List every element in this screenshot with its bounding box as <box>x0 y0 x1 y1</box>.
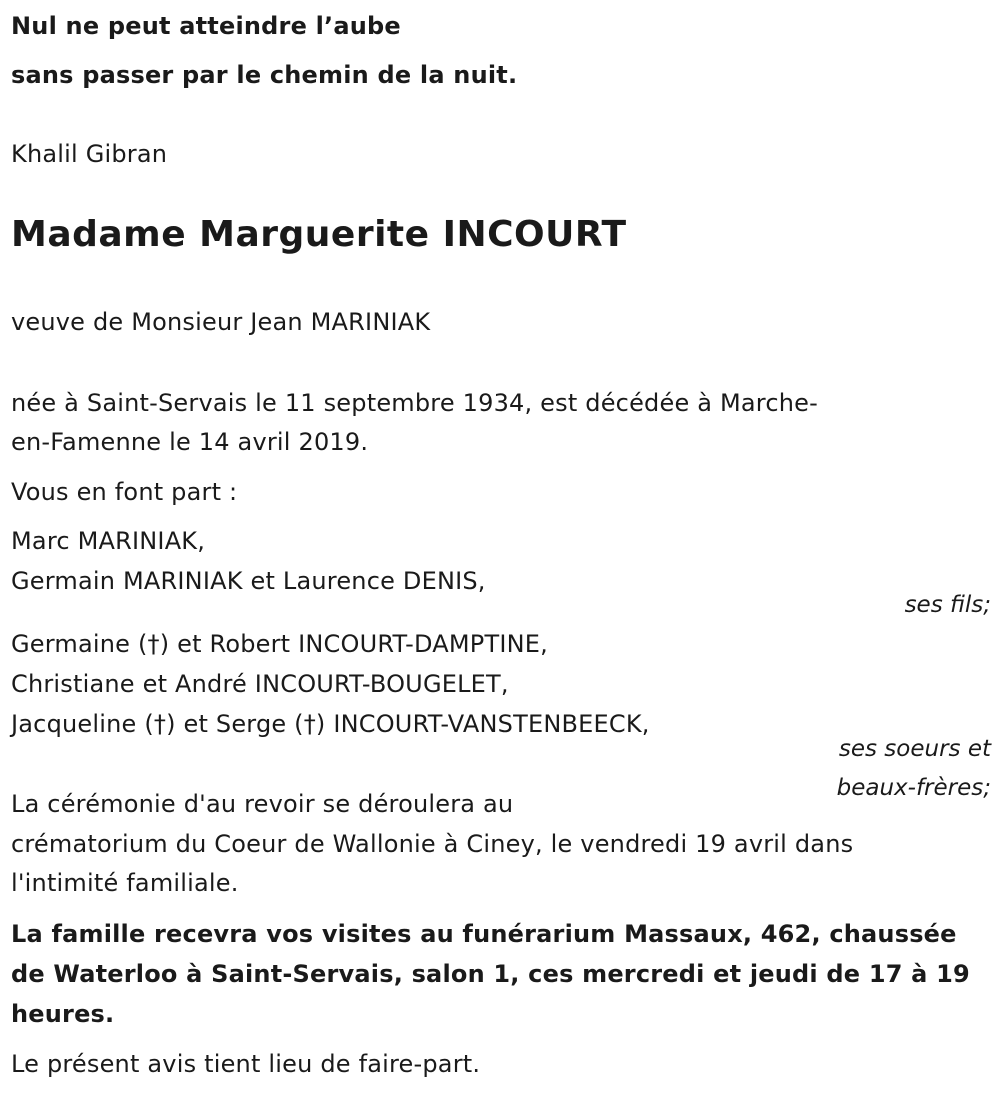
sons-relation: ses fils; <box>904 592 991 618</box>
son-name: Germain MARINIAK et Laurence DENIS, <box>11 567 486 595</box>
ceremony-line-3: l'intimité familiale. <box>11 869 239 897</box>
quote-line-2: sans passer par le chemin de la nuit. <box>11 61 518 89</box>
sibling-name: Christiane et André INCOURT-BOUGELET, <box>11 670 509 698</box>
birth-death-line-2: en-Famenne le 14 avril 2019. <box>11 428 369 456</box>
siblings-relation-line-2: beaux-frères; <box>836 775 991 801</box>
son-name: Marc MARINIAK, <box>11 527 206 555</box>
quote-line-1: Nul ne peut atteindre l’aube <box>11 12 401 40</box>
ceremony-line-2: crématorium du Coeur de Wallonie à Ciney, le vendredi 19 avril dans <box>11 830 854 858</box>
siblings-relation-line-1: ses soeurs et <box>838 736 991 762</box>
deceased-name: Madame Marguerite INCOURT <box>11 214 627 255</box>
closing-notice: Le présent avis tient lieu de faire-part. <box>11 1050 481 1078</box>
ceremony-line-1: La cérémonie d'au revoir se déroulera au <box>11 790 514 818</box>
announcement-intro: Vous en font part : <box>11 478 238 506</box>
obituary-notice <box>11 0 991 1099</box>
visits-line-1: La famille recevra vos visites au funérarium Massaux, 462, chaussée <box>11 920 957 948</box>
widow-of: veuve de Monsieur Jean MARINIAK <box>11 308 431 336</box>
visits-line-2: de Waterloo à Saint-Servais, salon 1, ces mercredi et jeudi de 17 à 19 <box>11 960 970 988</box>
sibling-name: Jacqueline (†) et Serge (†) INCOURT-VANSTENBEECK, <box>11 710 650 738</box>
visits-line-3: heures. <box>11 1000 115 1028</box>
sibling-name: Germaine (†) et Robert INCOURT-DAMPTINE, <box>11 630 548 658</box>
birth-death-line-1: née à Saint-Servais le 11 septembre 1934, est décédée à Marche- <box>11 389 818 417</box>
quote-author: Khalil Gibran <box>11 140 168 168</box>
